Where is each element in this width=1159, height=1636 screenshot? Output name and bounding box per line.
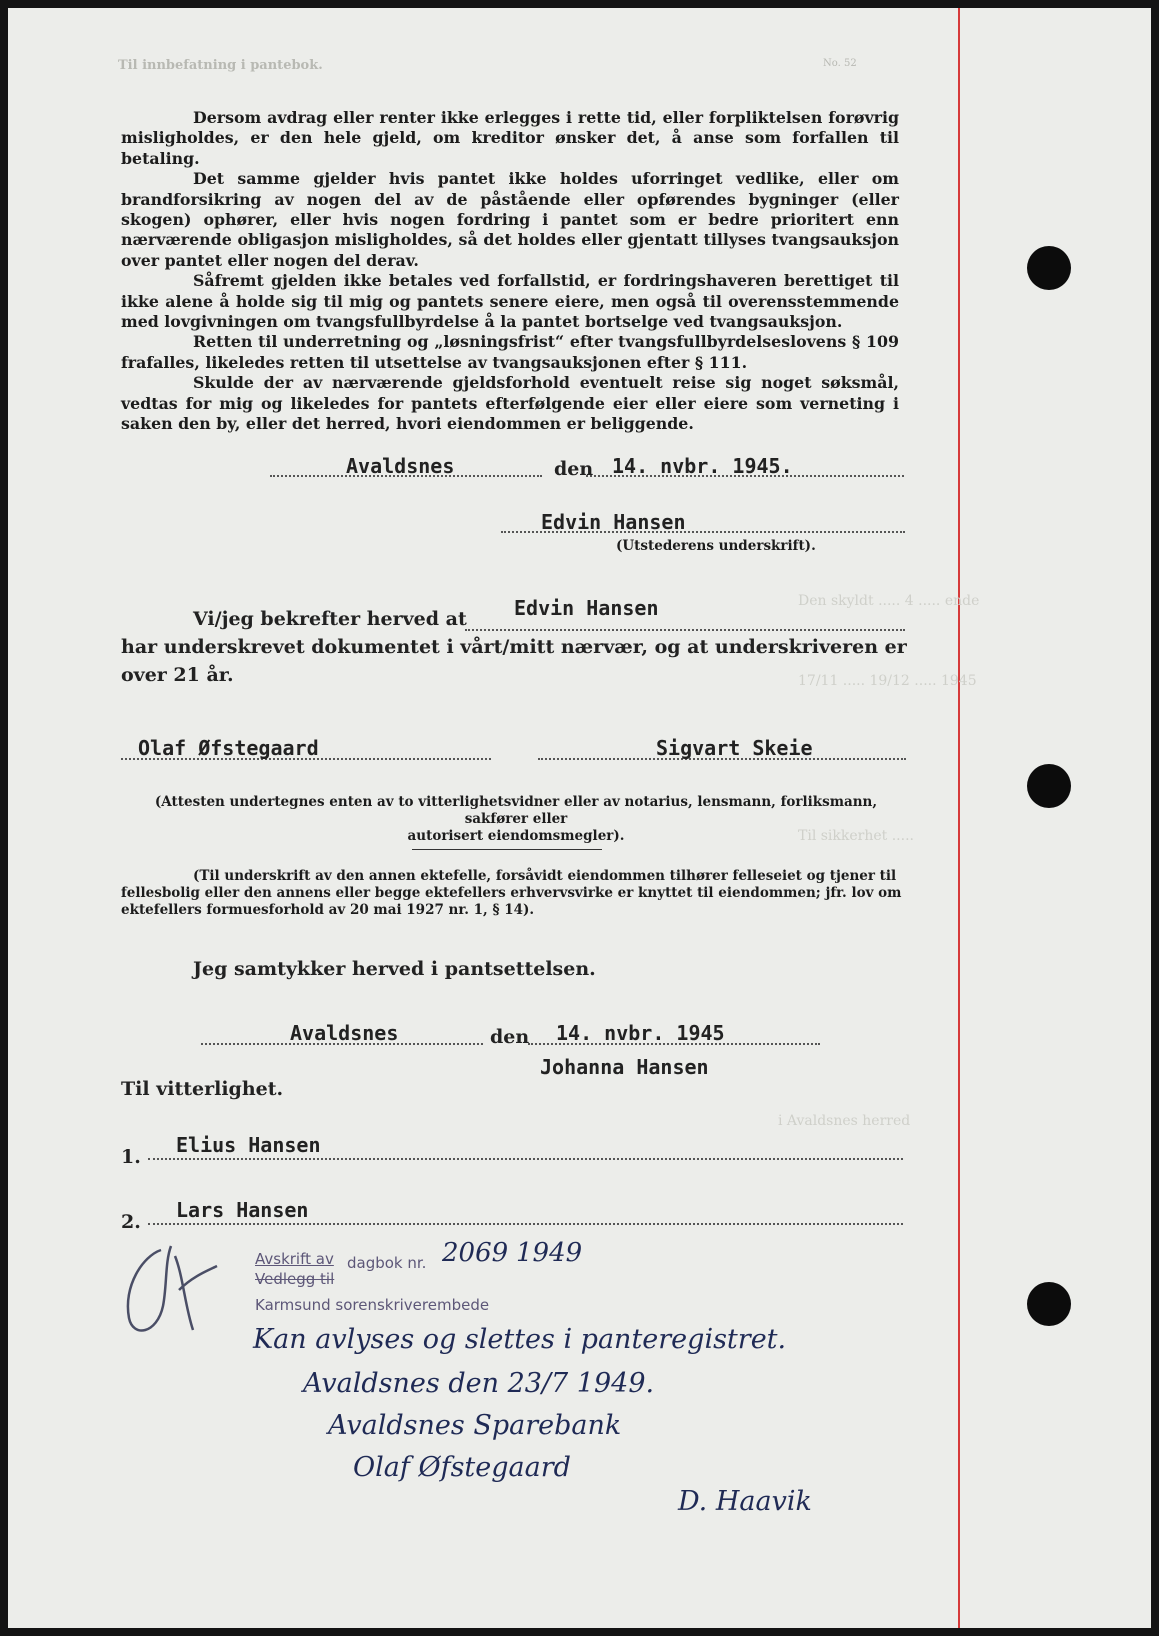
witness-number: 2. — [121, 1211, 141, 1233]
punch-hole-icon — [1027, 246, 1071, 290]
terms-paragraph: Dersom avdrag eller renter ikke erlegges i rette tid, eller forpliktelsen forøvrig misligholdes, er den hele gjeld, om kreditor ønsker det, å anse som forfallen til betaling. — [121, 108, 899, 168]
witness-section-label: Til vitterlighet. — [121, 1078, 284, 1100]
stamp-journal-label: dagbok nr. — [347, 1254, 427, 1272]
terms-paragraph: Retten til underretning og „løsningsfrist“ efter tvangsfullbyrdelseslovens § 109 frafalles, likeledes retten til utsettelse av tvangsauksjonen efter § 111. — [121, 332, 899, 372]
attest-note — [121, 794, 911, 845]
issue-date: 14. nvbr. 1945. — [612, 454, 793, 478]
witness-2-line — [148, 1223, 903, 1225]
confirm-age: over 21 år. — [121, 664, 234, 686]
terms-paragraph: Såfremt gjelden ikke betales ved forfallstid, er fordringshaveren berettiget til ikke alene å holde sig til mig og pantets senere eiere, men også til overensstemmende med lovgivningen om tvangsfullbyrdelse å la pantet bortselge ved tvangsauksjon. — [121, 271, 899, 332]
handwritten-bank: Avaldsnes Sparebank — [328, 1410, 622, 1441]
section-divider — [412, 849, 602, 850]
stamp-struck-label: Vedlegg til — [255, 1270, 335, 1288]
bleed-through-text: Den skyldt ..... 4 ..... ende — [798, 593, 980, 609]
confirm-name: Edvin Hansen — [514, 596, 659, 620]
consent-den-label: den — [490, 1026, 530, 1048]
stamp-year: 1949 — [516, 1238, 583, 1268]
witness-number: 1. — [121, 1146, 141, 1168]
consent-text: Jeg samtykker herved i pantsettelsen. — [193, 958, 596, 980]
signature-caption: (Utstederens underskrift). — [616, 538, 816, 554]
handwritten-initial-mark-icon — [113, 1226, 223, 1346]
issue-place: Avaldsnes — [346, 454, 455, 478]
consent-date: 14. nvbr. 1945 — [556, 1021, 725, 1045]
terms-paragraph: Skulde der av nærværende gjeldsforhold eventuelt reise sig noget søksmål, vedtas for mig og likeledes for pantets efterfølgende eier eller eiere som verneting i saken den by, eller det herred, hvori eiendommen er beliggende. — [121, 373, 899, 434]
handwritten-cancellation: Kan avlyses og slettes i panteregistret. — [253, 1324, 787, 1355]
witness-right-name: Sigvart Skeie — [656, 736, 813, 760]
witness-1-name: Elius Hansen — [176, 1133, 321, 1157]
confirm-name-line — [465, 629, 905, 631]
issuer-signature: Edvin Hansen — [541, 510, 686, 534]
document-page — [8, 8, 1151, 1628]
attest-note-line: (Attesten undertegnes enten av to vitterlighetsvidner eller av notarius, lensmann, forliksmann, sakfører eller — [154, 794, 878, 827]
stamp-transcript-label: Avskrift av — [255, 1250, 334, 1268]
spouse-note-line: fellesbolig eller den annens eller begge ektefellers erhvervsvirke er knyttet til eiendommen; jfr. lov om — [121, 885, 902, 901]
punch-hole-icon — [1027, 764, 1071, 808]
bleed-through-text: i Avaldsnes herred — [778, 1113, 911, 1129]
form-number: No. 52 — [823, 58, 857, 69]
spouse-note-line: ektefellers formuesforhold av 20 mai 1927 nr. 1, § 14). — [121, 902, 535, 918]
confirm-line: har underskrevet dokumentet i vårt/mitt nærvær, og at underskriveren er — [121, 636, 907, 658]
spouse-note-line: (Til underskrift av den annen ektefelle, forsåvidt eiendommen tilhører felleseiet og tjener til — [193, 868, 897, 884]
den-label: den — [554, 458, 594, 480]
spouse-signature: Johanna Hansen — [540, 1055, 709, 1079]
witness-left-name: Olaf Øfstegaard — [138, 736, 319, 760]
terms-paragraph: Det samme gjelder hvis pantet ikke holdes uforringet vedlike, eller om brandforsikring av nogen del av de påstående eller opførendes bygninger (eller skogen) ophører, eller hvis nogen fordring i pantet som er bedre prioritert enn nærværende obligasjon misligholdes, så det holdes eller gjentatt tillyses tvangsauksjon over pantet eller nogen del derav. — [121, 169, 899, 270]
terms-text — [121, 108, 899, 435]
red-margin-line — [958, 8, 960, 1628]
witness-2-name: Lars Hansen — [176, 1198, 309, 1222]
witness-1-line — [148, 1158, 903, 1160]
stamp-office: Karmsund sorenskriverembede — [255, 1296, 490, 1314]
confirm-lead: Vi/jeg bekrefter herved at — [193, 608, 467, 630]
spouse-note — [121, 868, 911, 919]
punch-hole-icon — [1027, 1282, 1071, 1326]
stamp-journal-number: 2069 — [442, 1238, 509, 1268]
handwritten-signature: D. Haavik — [678, 1486, 812, 1517]
header-label: Til innbefatning i pantebok. — [118, 58, 323, 73]
handwritten-place-date: Avaldsnes den 23/7 1949. — [303, 1368, 655, 1399]
handwritten-signature: Olaf Øfstegaard — [353, 1452, 571, 1483]
attest-note-line: autorisert eiendomsmegler). — [407, 828, 625, 844]
bleed-through-text: 17/11 ..... 19/12 ..... 1945 — [798, 673, 977, 689]
consent-place: Avaldsnes — [290, 1021, 399, 1045]
bleed-through-text: Til sikkerhet ..... — [798, 828, 914, 844]
